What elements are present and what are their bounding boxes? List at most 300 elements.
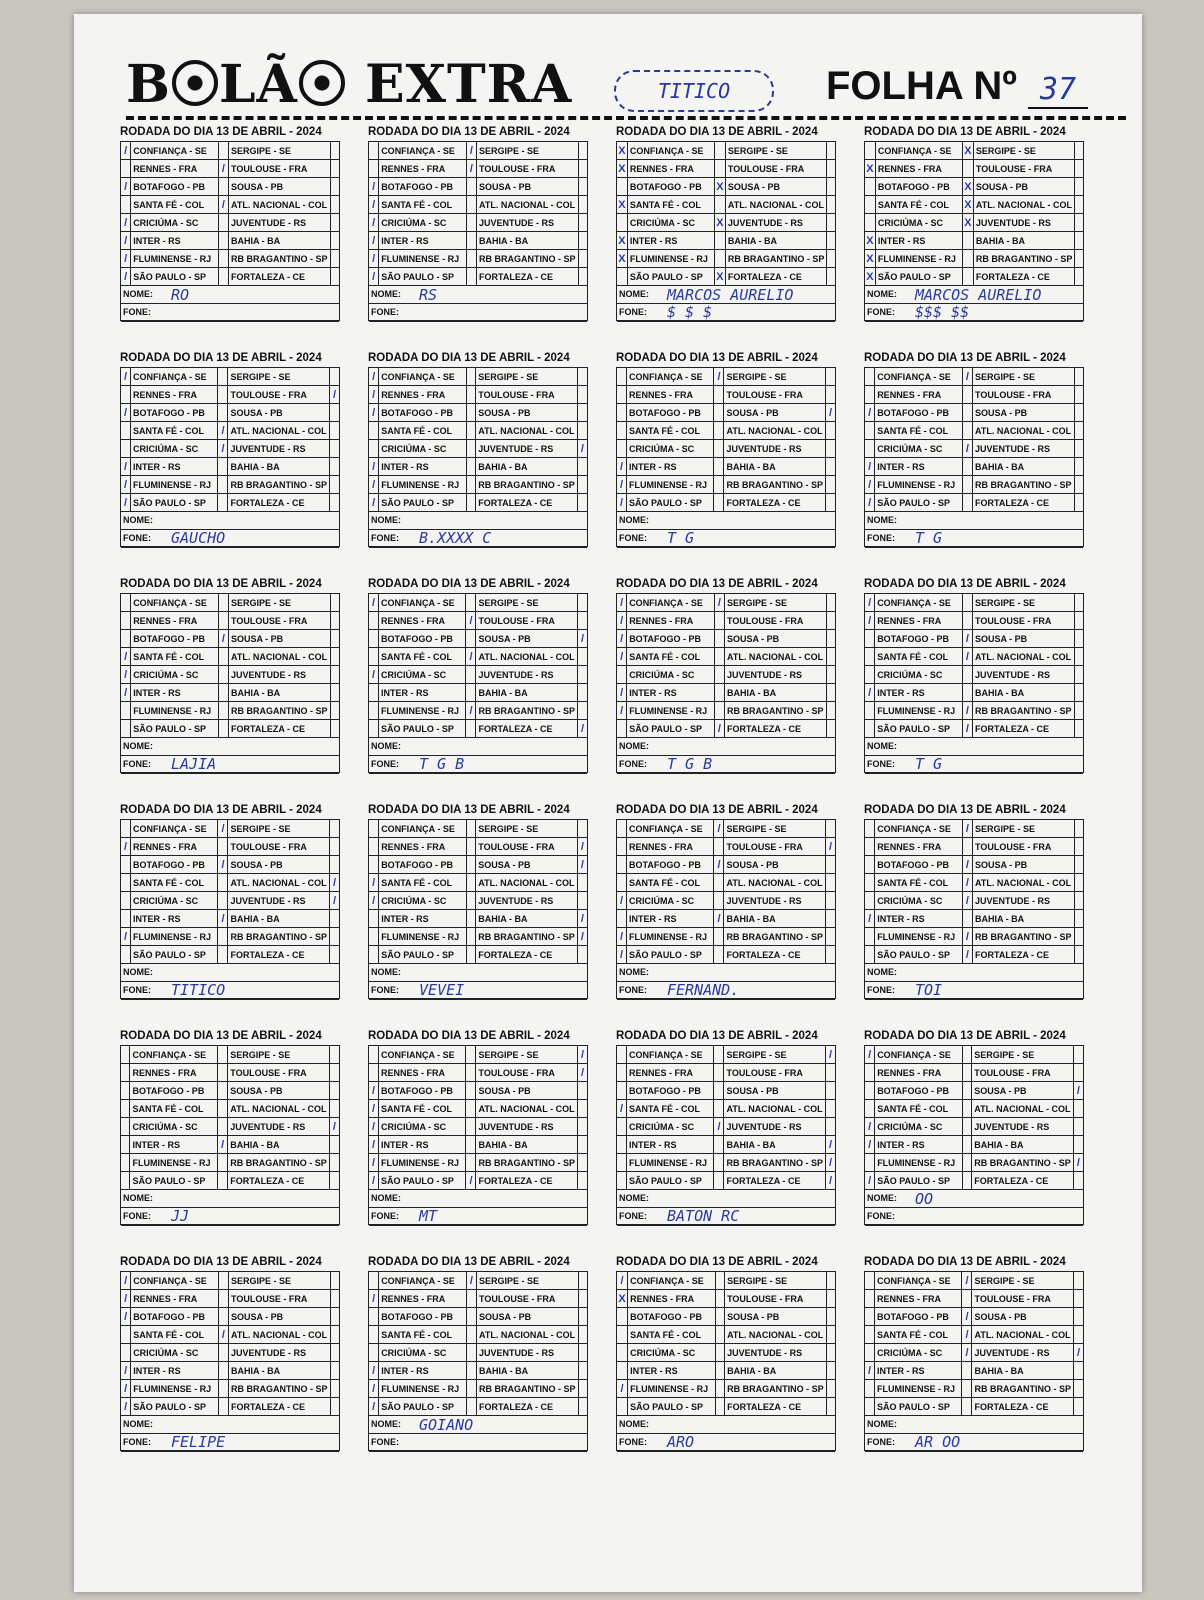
mark-draw[interactable] xyxy=(466,1118,476,1136)
name-value[interactable]: RS xyxy=(419,286,438,304)
mark-draw[interactable] xyxy=(218,1308,228,1326)
mark-home[interactable]: X xyxy=(617,1290,628,1308)
mark-away[interactable] xyxy=(825,946,835,964)
mark-home[interactable]: X xyxy=(865,268,876,286)
mark-away[interactable]: / xyxy=(577,440,587,458)
mark-draw[interactable] xyxy=(466,874,475,892)
mark-draw[interactable] xyxy=(466,1100,476,1118)
mark-draw[interactable]: / xyxy=(466,648,476,666)
mark-home[interactable]: / xyxy=(369,196,379,214)
mark-away[interactable] xyxy=(577,594,587,612)
mark-home[interactable] xyxy=(865,1308,875,1326)
mark-draw[interactable] xyxy=(963,268,974,286)
mark-home[interactable]: / xyxy=(121,838,131,856)
mark-away[interactable] xyxy=(577,1172,587,1190)
mark-home[interactable] xyxy=(617,1172,627,1190)
mark-draw[interactable]: / xyxy=(962,702,972,720)
mark-draw[interactable] xyxy=(962,1082,971,1100)
mark-draw[interactable] xyxy=(218,666,228,684)
mark-draw[interactable] xyxy=(466,720,476,738)
mark-away[interactable]: / xyxy=(825,1136,835,1154)
mark-away[interactable]: / xyxy=(825,1172,835,1190)
mark-draw[interactable] xyxy=(962,1362,972,1380)
mark-home[interactable]: / xyxy=(121,368,131,386)
phone-value[interactable]: MT xyxy=(419,1207,438,1225)
mark-away[interactable] xyxy=(826,1326,835,1344)
mark-home[interactable]: / xyxy=(121,1308,131,1326)
mark-away[interactable] xyxy=(330,720,340,738)
mark-home[interactable]: / xyxy=(121,494,131,512)
mark-away[interactable] xyxy=(1073,1380,1083,1398)
mark-home[interactable]: / xyxy=(369,666,379,684)
mark-away[interactable] xyxy=(578,1272,588,1290)
mark-draw[interactable] xyxy=(715,1398,724,1416)
phone-value[interactable]: GAUCHO xyxy=(171,529,226,547)
mark-draw[interactable] xyxy=(714,1172,724,1190)
mark-home[interactable] xyxy=(121,820,131,838)
mark-draw[interactable] xyxy=(466,1136,476,1154)
mark-home[interactable] xyxy=(121,196,131,214)
mark-draw[interactable]: / xyxy=(714,720,724,738)
mark-home[interactable] xyxy=(865,874,875,892)
mark-draw[interactable] xyxy=(466,422,475,440)
mark-home[interactable] xyxy=(617,1154,627,1172)
mark-draw[interactable] xyxy=(714,648,724,666)
mark-away[interactable] xyxy=(577,1136,587,1154)
mark-away[interactable] xyxy=(330,648,340,666)
mark-away[interactable] xyxy=(578,1362,588,1380)
mark-away[interactable] xyxy=(330,1398,340,1416)
mark-draw[interactable] xyxy=(715,196,726,214)
mark-home[interactable]: / xyxy=(865,594,875,612)
mark-away[interactable] xyxy=(329,928,339,946)
mark-draw[interactable] xyxy=(466,1398,476,1416)
mark-away[interactable] xyxy=(577,874,587,892)
mark-draw[interactable] xyxy=(962,1398,972,1416)
mark-draw[interactable] xyxy=(218,594,228,612)
mark-draw[interactable] xyxy=(466,1064,476,1082)
mark-away[interactable] xyxy=(1074,702,1084,720)
phone-value[interactable]: VEVEI xyxy=(419,981,465,999)
mark-draw[interactable]: / xyxy=(962,856,972,874)
mark-home[interactable]: / xyxy=(121,1380,131,1398)
mark-away[interactable] xyxy=(329,458,339,476)
mark-draw[interactable] xyxy=(218,946,228,964)
mark-home[interactable]: / xyxy=(865,910,875,928)
mark-away[interactable] xyxy=(1073,1118,1083,1136)
mark-draw[interactable] xyxy=(466,1380,476,1398)
phone-value[interactable]: AR OO xyxy=(915,1433,961,1451)
mark-draw[interactable] xyxy=(218,838,228,856)
mark-home[interactable] xyxy=(121,594,131,612)
mark-away[interactable] xyxy=(1074,594,1084,612)
mark-away[interactable] xyxy=(577,946,587,964)
mark-home[interactable]: / xyxy=(865,1136,875,1154)
mark-home[interactable]: / xyxy=(617,1272,628,1290)
mark-away[interactable] xyxy=(826,1380,835,1398)
mark-away[interactable] xyxy=(1074,910,1084,928)
mark-home[interactable]: / xyxy=(369,404,379,422)
mark-home[interactable] xyxy=(617,368,627,386)
mark-draw[interactable]: X xyxy=(715,178,726,196)
mark-draw[interactable] xyxy=(714,1136,724,1154)
mark-draw[interactable] xyxy=(466,928,475,946)
mark-home[interactable] xyxy=(617,1118,627,1136)
mark-home[interactable]: / xyxy=(121,268,131,286)
mark-home[interactable]: / xyxy=(865,458,875,476)
mark-draw[interactable] xyxy=(715,1308,724,1326)
mark-draw[interactable] xyxy=(466,476,475,494)
mark-draw[interactable]: / xyxy=(218,820,228,838)
name-value[interactable]: MARCOS AURELIO xyxy=(667,286,794,304)
mark-home[interactable] xyxy=(369,160,379,178)
mark-home[interactable] xyxy=(617,440,627,458)
mark-home[interactable] xyxy=(121,1344,131,1362)
mark-draw[interactable] xyxy=(714,666,724,684)
mark-away[interactable] xyxy=(577,612,587,630)
mark-away[interactable] xyxy=(577,820,587,838)
mark-home[interactable]: / xyxy=(369,268,379,286)
mark-away[interactable] xyxy=(827,268,836,286)
mark-away[interactable] xyxy=(826,666,836,684)
mark-home[interactable] xyxy=(617,1362,628,1380)
mark-away[interactable] xyxy=(827,160,836,178)
mark-home[interactable]: / xyxy=(865,1172,875,1190)
mark-away[interactable]: / xyxy=(825,838,835,856)
mark-draw[interactable]: / xyxy=(962,1344,972,1362)
mark-draw[interactable]: / xyxy=(962,892,972,910)
mark-away[interactable] xyxy=(577,648,587,666)
mark-away[interactable] xyxy=(330,250,340,268)
mark-away[interactable] xyxy=(330,142,340,160)
mark-home[interactable]: / xyxy=(369,1362,379,1380)
mark-away[interactable] xyxy=(577,368,587,386)
mark-home[interactable] xyxy=(865,178,876,196)
mark-home[interactable]: / xyxy=(369,1154,379,1172)
mark-away[interactable] xyxy=(1074,368,1084,386)
mark-away[interactable] xyxy=(577,494,587,512)
mark-away[interactable]: / xyxy=(825,1046,835,1064)
mark-home[interactable] xyxy=(369,648,379,666)
mark-home[interactable] xyxy=(865,892,875,910)
mark-draw[interactable] xyxy=(962,1064,971,1082)
mark-draw[interactable] xyxy=(715,1272,724,1290)
mark-draw[interactable] xyxy=(466,1344,476,1362)
mark-home[interactable] xyxy=(369,684,379,702)
mark-draw[interactable] xyxy=(714,458,724,476)
mark-draw[interactable] xyxy=(218,404,228,422)
mark-home[interactable] xyxy=(617,1326,628,1344)
mark-away[interactable] xyxy=(1073,1290,1083,1308)
mark-away[interactable] xyxy=(577,684,587,702)
mark-home[interactable] xyxy=(369,720,379,738)
mark-away[interactable] xyxy=(1074,874,1084,892)
mark-home[interactable]: / xyxy=(369,1100,379,1118)
mark-away[interactable]: / xyxy=(1073,1154,1083,1172)
mark-away[interactable] xyxy=(825,422,835,440)
mark-draw[interactable] xyxy=(218,458,228,476)
mark-home[interactable] xyxy=(369,1272,379,1290)
mark-home[interactable]: / xyxy=(617,1380,628,1398)
mark-draw[interactable]: / xyxy=(218,910,228,928)
mark-home[interactable]: / xyxy=(617,612,627,630)
mark-home[interactable]: / xyxy=(617,458,627,476)
mark-home[interactable]: / xyxy=(121,250,131,268)
mark-away[interactable] xyxy=(578,1380,588,1398)
mark-away[interactable] xyxy=(825,820,835,838)
mark-home[interactable] xyxy=(121,440,131,458)
mark-draw[interactable] xyxy=(218,142,228,160)
mark-draw[interactable] xyxy=(218,1362,228,1380)
mark-home[interactable]: / xyxy=(121,684,131,702)
mark-home[interactable]: / xyxy=(121,476,131,494)
mark-away[interactable] xyxy=(827,142,836,160)
name-value[interactable]: OO xyxy=(915,1190,934,1208)
mark-home[interactable]: / xyxy=(121,1272,131,1290)
mark-away[interactable] xyxy=(577,386,587,404)
mark-away[interactable] xyxy=(826,1290,835,1308)
mark-home[interactable] xyxy=(865,648,875,666)
mark-draw[interactable] xyxy=(466,440,475,458)
phone-value[interactable]: $ $ $ xyxy=(667,303,713,321)
mark-home[interactable]: / xyxy=(865,612,875,630)
mark-draw[interactable]: / xyxy=(962,720,972,738)
mark-away[interactable] xyxy=(330,214,340,232)
phone-value[interactable]: B.XXXX C xyxy=(419,529,492,547)
mark-draw[interactable] xyxy=(962,404,972,422)
mark-home[interactable]: / xyxy=(369,1136,379,1154)
mark-draw[interactable] xyxy=(962,1136,971,1154)
mark-draw[interactable] xyxy=(466,1326,476,1344)
mark-home[interactable]: / xyxy=(369,1118,379,1136)
mark-home[interactable] xyxy=(121,160,131,178)
mark-away[interactable] xyxy=(825,1118,835,1136)
mark-draw[interactable] xyxy=(218,1046,228,1064)
mark-away[interactable]: / xyxy=(577,910,587,928)
mark-draw[interactable]: / xyxy=(962,1326,972,1344)
mark-draw[interactable]: / xyxy=(962,820,972,838)
mark-draw[interactable] xyxy=(218,1398,228,1416)
mark-draw[interactable] xyxy=(715,142,726,160)
mark-away[interactable] xyxy=(329,494,339,512)
mark-draw[interactable] xyxy=(715,1326,724,1344)
mark-home[interactable] xyxy=(121,1172,130,1190)
mark-home[interactable]: / xyxy=(617,594,627,612)
mark-draw[interactable]: / xyxy=(714,594,724,612)
mark-away[interactable]: / xyxy=(577,928,587,946)
mark-draw[interactable] xyxy=(962,386,972,404)
mark-draw[interactable] xyxy=(466,820,475,838)
mark-away[interactable] xyxy=(1074,630,1084,648)
mark-home[interactable] xyxy=(865,142,876,160)
mark-home[interactable] xyxy=(121,612,131,630)
phone-value[interactable]: FELIPE xyxy=(171,1433,226,1451)
mark-home[interactable] xyxy=(617,874,627,892)
mark-home[interactable] xyxy=(121,1326,131,1344)
mark-draw[interactable] xyxy=(714,684,724,702)
mark-away[interactable] xyxy=(578,250,588,268)
mark-away[interactable] xyxy=(825,386,835,404)
mark-home[interactable]: / xyxy=(865,1046,875,1064)
mark-home[interactable] xyxy=(617,1136,627,1154)
mark-away[interactable] xyxy=(826,1398,835,1416)
mark-draw[interactable] xyxy=(962,612,972,630)
mark-home[interactable] xyxy=(369,1344,379,1362)
mark-draw[interactable] xyxy=(714,928,724,946)
mark-draw[interactable] xyxy=(962,422,972,440)
mark-home[interactable] xyxy=(369,1046,379,1064)
name-value[interactable]: MARCOS AURELIO xyxy=(915,286,1042,304)
mark-away[interactable] xyxy=(329,1082,339,1100)
name-value[interactable]: GOIANO xyxy=(419,1416,474,1434)
mark-draw[interactable] xyxy=(715,1290,724,1308)
phone-value[interactable]: FERNAND. xyxy=(667,981,740,999)
mark-home[interactable] xyxy=(865,1398,875,1416)
mark-away[interactable] xyxy=(577,702,587,720)
mark-draw[interactable] xyxy=(962,494,972,512)
mark-draw[interactable]: / xyxy=(218,1326,228,1344)
mark-away[interactable]: / xyxy=(577,838,587,856)
mark-away[interactable] xyxy=(329,476,339,494)
mark-away[interactable] xyxy=(577,404,587,422)
mark-draw[interactable] xyxy=(466,838,475,856)
mark-home[interactable]: / xyxy=(121,232,131,250)
mark-away[interactable] xyxy=(827,214,836,232)
mark-home[interactable] xyxy=(617,720,627,738)
phone-value[interactable]: T G xyxy=(915,529,943,547)
mark-away[interactable] xyxy=(825,910,835,928)
mark-away[interactable] xyxy=(825,892,835,910)
mark-home[interactable]: / xyxy=(369,178,379,196)
mark-away[interactable] xyxy=(1075,178,1084,196)
mark-draw[interactable] xyxy=(466,196,476,214)
phone-value[interactable]: JJ xyxy=(171,1207,190,1225)
mark-away[interactable] xyxy=(1073,1100,1083,1118)
mark-away[interactable] xyxy=(825,440,835,458)
name-value[interactable]: RO xyxy=(171,286,190,304)
mark-away[interactable] xyxy=(1074,720,1084,738)
mark-home[interactable]: / xyxy=(121,1398,131,1416)
mark-away[interactable]: / xyxy=(825,1154,835,1172)
mark-home[interactable] xyxy=(865,666,875,684)
mark-home[interactable] xyxy=(369,1308,379,1326)
mark-draw[interactable] xyxy=(218,648,228,666)
mark-draw[interactable] xyxy=(714,946,724,964)
mark-draw[interactable] xyxy=(962,476,972,494)
mark-home[interactable] xyxy=(369,1064,379,1082)
mark-draw[interactable] xyxy=(962,458,972,476)
mark-home[interactable] xyxy=(121,892,131,910)
mark-away[interactable]: / xyxy=(577,856,587,874)
mark-draw[interactable] xyxy=(466,910,475,928)
mark-away[interactable] xyxy=(825,458,835,476)
mark-away[interactable] xyxy=(1075,268,1084,286)
mark-away[interactable] xyxy=(329,1154,339,1172)
mark-home[interactable]: / xyxy=(617,1100,627,1118)
mark-away[interactable] xyxy=(825,1082,835,1100)
mark-draw[interactable] xyxy=(962,1154,971,1172)
mark-draw[interactable]: / xyxy=(218,856,228,874)
mark-away[interactable] xyxy=(330,1326,340,1344)
mark-draw[interactable] xyxy=(962,684,972,702)
mark-away[interactable] xyxy=(1074,946,1084,964)
mark-home[interactable] xyxy=(865,1344,875,1362)
mark-home[interactable]: X xyxy=(617,232,628,250)
mark-draw[interactable]: / xyxy=(962,946,972,964)
mark-draw[interactable] xyxy=(466,1290,476,1308)
mark-away[interactable] xyxy=(330,1362,340,1380)
mark-home[interactable] xyxy=(369,910,379,928)
mark-home[interactable]: / xyxy=(865,476,875,494)
mark-away[interactable] xyxy=(577,1118,587,1136)
mark-away[interactable] xyxy=(578,232,588,250)
mark-home[interactable] xyxy=(369,856,379,874)
mark-draw[interactable] xyxy=(466,368,475,386)
mark-home[interactable] xyxy=(121,946,131,964)
mark-away[interactable] xyxy=(1073,1046,1083,1064)
mark-home[interactable] xyxy=(617,1046,627,1064)
mark-draw[interactable]: / xyxy=(466,1272,476,1290)
mark-home[interactable] xyxy=(121,910,131,928)
mark-draw[interactable]: / xyxy=(218,422,228,440)
mark-away[interactable] xyxy=(1073,1172,1083,1190)
mark-away[interactable] xyxy=(1074,648,1084,666)
mark-home[interactable] xyxy=(617,422,627,440)
mark-home[interactable]: / xyxy=(121,928,131,946)
mark-away[interactable] xyxy=(329,910,339,928)
mark-home[interactable]: / xyxy=(369,368,379,386)
mark-home[interactable] xyxy=(121,1046,130,1064)
mark-away[interactable] xyxy=(330,1308,340,1326)
mark-draw[interactable] xyxy=(466,1362,476,1380)
phone-value[interactable]: TITICO xyxy=(171,981,226,999)
mark-home[interactable] xyxy=(865,386,875,404)
mark-away[interactable] xyxy=(577,1082,587,1100)
mark-draw[interactable]: / xyxy=(466,612,476,630)
mark-home[interactable]: X xyxy=(617,160,628,178)
mark-away[interactable] xyxy=(826,684,836,702)
mark-draw[interactable] xyxy=(218,874,228,892)
mark-draw[interactable] xyxy=(466,892,475,910)
mark-home[interactable] xyxy=(369,142,379,160)
mark-home[interactable]: / xyxy=(617,494,627,512)
mark-away[interactable] xyxy=(330,630,340,648)
mark-home[interactable] xyxy=(865,368,875,386)
mark-away[interactable] xyxy=(1074,684,1084,702)
mark-away[interactable] xyxy=(577,1100,587,1118)
mark-away[interactable] xyxy=(1075,142,1084,160)
mark-away[interactable] xyxy=(1073,1326,1083,1344)
mark-away[interactable] xyxy=(577,666,587,684)
mark-home[interactable]: X xyxy=(617,250,628,268)
mark-home[interactable] xyxy=(369,820,379,838)
mark-draw[interactable] xyxy=(218,1290,228,1308)
mark-draw[interactable] xyxy=(466,404,475,422)
mark-away[interactable] xyxy=(827,232,836,250)
mark-draw[interactable] xyxy=(714,494,724,512)
mark-away[interactable]: / xyxy=(1073,1344,1083,1362)
mark-draw[interactable]: / xyxy=(218,196,228,214)
mark-draw[interactable] xyxy=(466,386,475,404)
mark-home[interactable] xyxy=(121,386,131,404)
mark-draw[interactable] xyxy=(715,1344,724,1362)
mark-draw[interactable] xyxy=(218,1380,228,1398)
mark-draw[interactable] xyxy=(714,874,724,892)
mark-away[interactable] xyxy=(826,1344,835,1362)
mark-draw[interactable]: / xyxy=(962,1308,972,1326)
mark-away[interactable] xyxy=(577,458,587,476)
mark-away[interactable] xyxy=(330,1380,340,1398)
